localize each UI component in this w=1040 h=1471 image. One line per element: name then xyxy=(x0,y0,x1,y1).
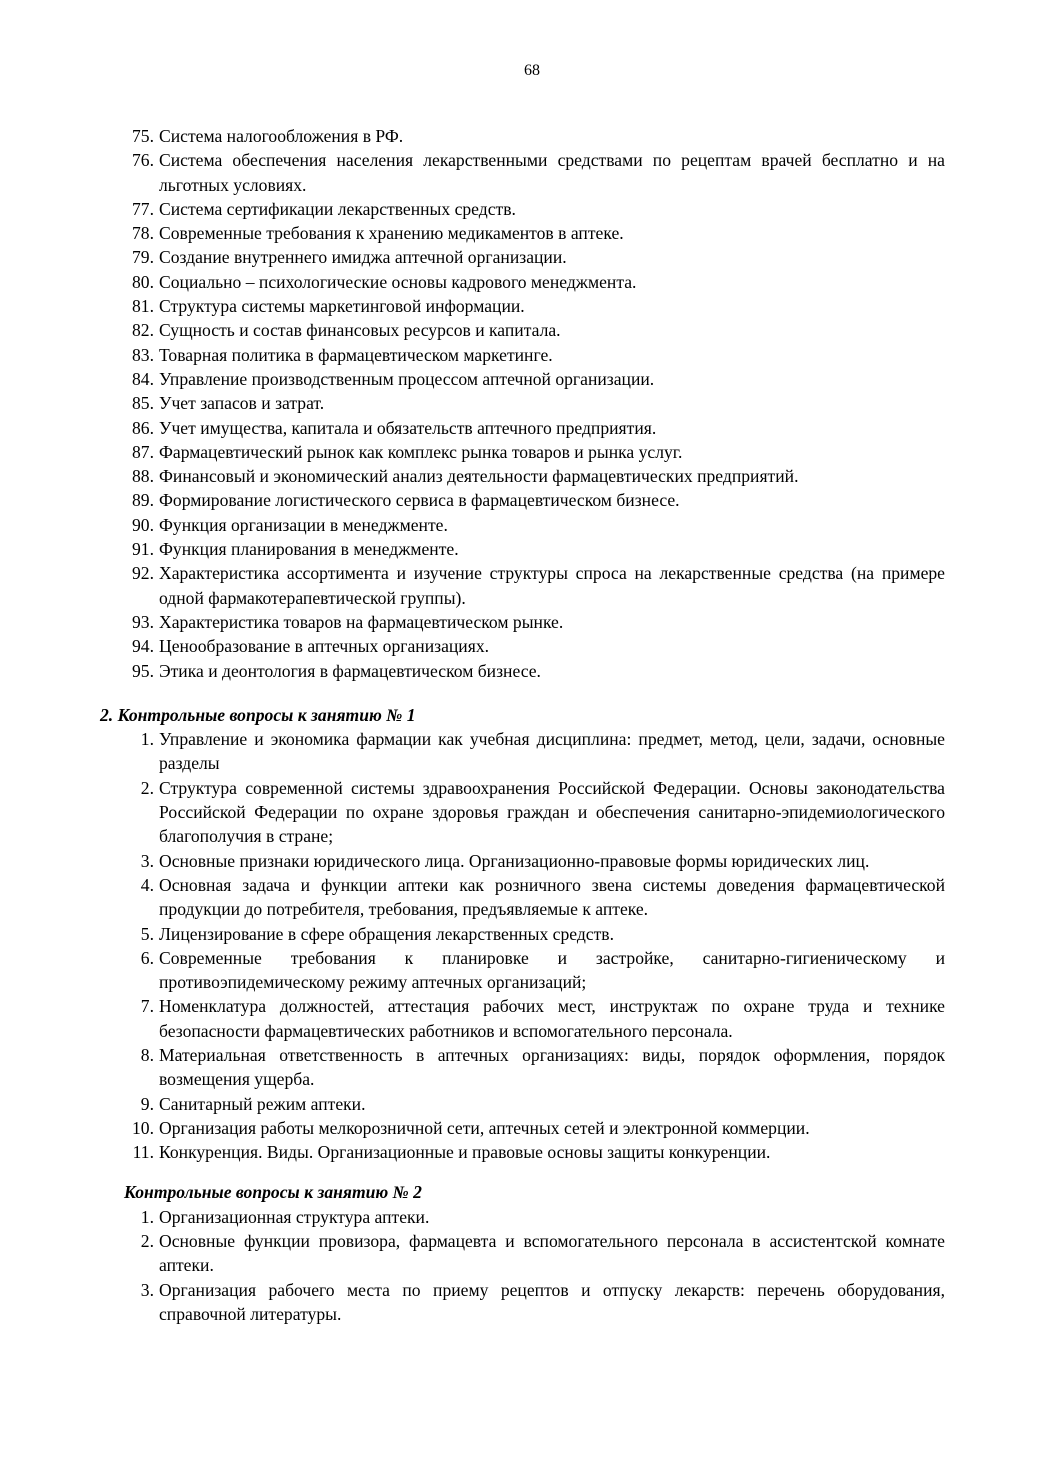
item-text: Конкуренция. Виды. Организационные и правовые основы защиты конкуренции. xyxy=(159,1142,771,1163)
item-number: 87. xyxy=(132,441,154,462)
item-number: 85. xyxy=(132,393,154,414)
item-text: Этика и деонтология в фармацевтическом бизнесе. xyxy=(159,660,541,681)
item-number: 92. xyxy=(132,563,154,584)
item-number: 83. xyxy=(132,344,154,365)
item-number: 1. xyxy=(140,1206,154,1227)
item-number: 5. xyxy=(140,923,154,944)
item-text: Основная задача и функции аптеки как розничного звена системы доведения фармацевтической продукции до потребителя, требования, предъявляемые к аптеке. xyxy=(159,874,945,920)
item-text: Организация рабочего места по приему рецептов и отпуску лекарств: перечень оборудования, справочной литературы. xyxy=(159,1279,945,1324)
item-number: 3. xyxy=(140,850,154,871)
item-number: 95. xyxy=(132,660,154,681)
item-number: 4. xyxy=(140,874,154,895)
item-text: Санитарный режим аптеки. xyxy=(159,1093,366,1114)
list-item xyxy=(100,416,945,440)
list-item xyxy=(100,1043,945,1092)
list-item xyxy=(100,873,945,922)
item-text: Современные требования к хранению медикаментов в аптеке. xyxy=(159,223,624,244)
list-item xyxy=(100,343,945,367)
item-number: 3. xyxy=(140,1279,154,1300)
item-text: Ценообразование в аптечных организациях. xyxy=(159,636,490,657)
item-number: 81. xyxy=(132,296,154,317)
item-number: 79. xyxy=(132,247,154,268)
item-number: 11. xyxy=(132,1142,154,1163)
item-text: Учет запасов и затрат. xyxy=(159,393,325,414)
item-text: Учет имущества, капитала и обязательств аптечного предприятия. xyxy=(159,417,657,438)
list-item xyxy=(100,221,945,245)
item-text: Характеристика товаров на фармацевтическом рынке. xyxy=(159,611,564,632)
item-text: Социально – психологические основы кадрового менеджмента. xyxy=(159,271,637,292)
list-item xyxy=(100,245,945,269)
list-item xyxy=(100,464,945,488)
item-text: Функция планирования в менеджменте. xyxy=(159,539,459,560)
list-item xyxy=(100,367,945,391)
list-item xyxy=(100,659,945,683)
list-item xyxy=(100,994,945,1043)
item-number: 75. xyxy=(132,126,154,146)
item-text: Система обеспечения населения лекарственными средствами по рецептам врачей бесплатно и на льготных условиях. xyxy=(159,150,945,195)
list-item xyxy=(100,610,945,634)
list-item xyxy=(100,391,945,415)
item-number: 78. xyxy=(132,223,154,244)
list-item xyxy=(100,148,945,197)
item-text: Фармацевтический рынок как комплекс рынка товаров и рынка услуг. xyxy=(159,441,683,462)
item-text: Функция организации в менеджменте. xyxy=(159,514,448,535)
item-text: Современные требования к планировке и застройке, санитарно-гигиеническому и противоэпидемическому режиму аптечных организаций; xyxy=(159,947,945,993)
item-text: Материальная ответственность в аптечных организациях: виды, порядок оформления, порядок возмещения ущерба. xyxy=(159,1044,945,1090)
list-item xyxy=(100,922,945,946)
item-number: 1. xyxy=(140,729,154,750)
document-body xyxy=(100,124,945,1326)
item-text: Финансовый и экономический анализ деятельности фармацевтических предприятий. xyxy=(159,466,799,487)
list-item xyxy=(100,1278,945,1327)
item-text: Основные признаки юридического лица. Организационно-правовые формы юридических лиц. xyxy=(159,850,870,871)
list-item xyxy=(100,537,945,561)
item-number: 91. xyxy=(132,539,154,560)
item-number: 9. xyxy=(140,1093,154,1114)
item-number: 90. xyxy=(132,514,154,535)
list-item xyxy=(100,440,945,464)
item-number: 93. xyxy=(132,611,154,632)
item-number: 2. xyxy=(140,1231,154,1252)
item-text: Основные функции провизора, фармацевта и вспомогательного персонала в ассистентской комнате аптеки. xyxy=(159,1231,945,1276)
item-number: 77. xyxy=(132,198,154,219)
item-number: 86. xyxy=(132,417,154,438)
item-number: 89. xyxy=(132,490,154,511)
item-text: Организационная структура аптеки. xyxy=(159,1206,430,1227)
item-text: Товарная политика в фармацевтическом маркетинге. xyxy=(159,344,553,365)
item-text: Организация работы мелкорозничной сети, аптечных сетей и электронной коммерции. xyxy=(159,1117,810,1138)
questions-list-1 xyxy=(100,727,945,1164)
page-number: 68 xyxy=(524,62,540,79)
item-text: Характеристика ассортимента и изучение структуры спроса на лекарственные средства (на примере одной фармакотерапевтической группы). xyxy=(159,563,945,608)
list-item xyxy=(100,124,945,148)
item-text: Структура современной системы здравоохранения Российской Федерации. Основы законодательства Российской Федерации по охране здоровья граждан и обеспечения санитарно-эпидемиологического благополучия в стране; xyxy=(159,777,945,847)
list-item xyxy=(100,1092,945,1116)
item-number: 94. xyxy=(132,636,154,657)
item-number: 80. xyxy=(132,271,154,292)
questions-list-2 xyxy=(100,1205,945,1326)
list-item xyxy=(100,197,945,221)
item-text: Формирование логистического сервиса в фармацевтическом бизнесе. xyxy=(159,490,680,511)
section-heading-1: 2. Контрольные вопросы к занятию № 1 xyxy=(100,704,416,725)
item-text: Номенклатура должностей, аттестация рабочих мест, инструктаж по охране труда и технике безопасности фармацевтических работников и вспомогательного персонала. xyxy=(159,996,945,1041)
item-number: 8. xyxy=(140,1044,154,1065)
section-heading-2: Контрольные вопросы к занятию № 2 xyxy=(124,1182,422,1203)
list-item xyxy=(100,270,945,294)
list-item xyxy=(100,776,945,849)
list-item xyxy=(100,1116,945,1140)
item-number: 88. xyxy=(132,466,154,487)
item-number: 84. xyxy=(132,368,154,389)
list-item xyxy=(100,1205,945,1229)
item-text: Управление и экономика фармации как учебная дисциплина: предмет, метод, цели, задачи, основные разделы xyxy=(159,729,945,774)
list-item xyxy=(100,513,945,537)
list-item xyxy=(100,849,945,873)
list-item xyxy=(100,946,945,995)
item-text: Сущность и состав финансовых ресурсов и капитала. xyxy=(159,320,561,341)
topics-list xyxy=(100,124,945,683)
item-text: Лицензирование в сфере обращения лекарственных средств. xyxy=(159,923,615,944)
list-item xyxy=(100,488,945,512)
item-number: 82. xyxy=(132,320,154,341)
list-item xyxy=(100,561,945,610)
list-item xyxy=(100,1229,945,1278)
item-number: 2. xyxy=(140,777,154,798)
item-number: 7. xyxy=(140,996,154,1017)
item-number: 6. xyxy=(140,947,154,968)
item-text: Система сертификации лекарственных средств. xyxy=(159,198,516,219)
list-item xyxy=(100,1140,945,1164)
list-item xyxy=(100,318,945,342)
item-number: 76. xyxy=(132,150,154,171)
item-number: 10. xyxy=(132,1117,154,1138)
item-text: Структура системы маркетинговой информации. xyxy=(159,296,525,317)
list-item xyxy=(100,294,945,318)
item-text: Управление производственным процессом аптечной организации. xyxy=(159,368,655,389)
list-item xyxy=(100,634,945,658)
list-item xyxy=(100,727,945,776)
item-text: Создание внутреннего имиджа аптечной организации. xyxy=(159,247,567,268)
item-text: Система налогообложения в РФ. xyxy=(159,126,404,146)
